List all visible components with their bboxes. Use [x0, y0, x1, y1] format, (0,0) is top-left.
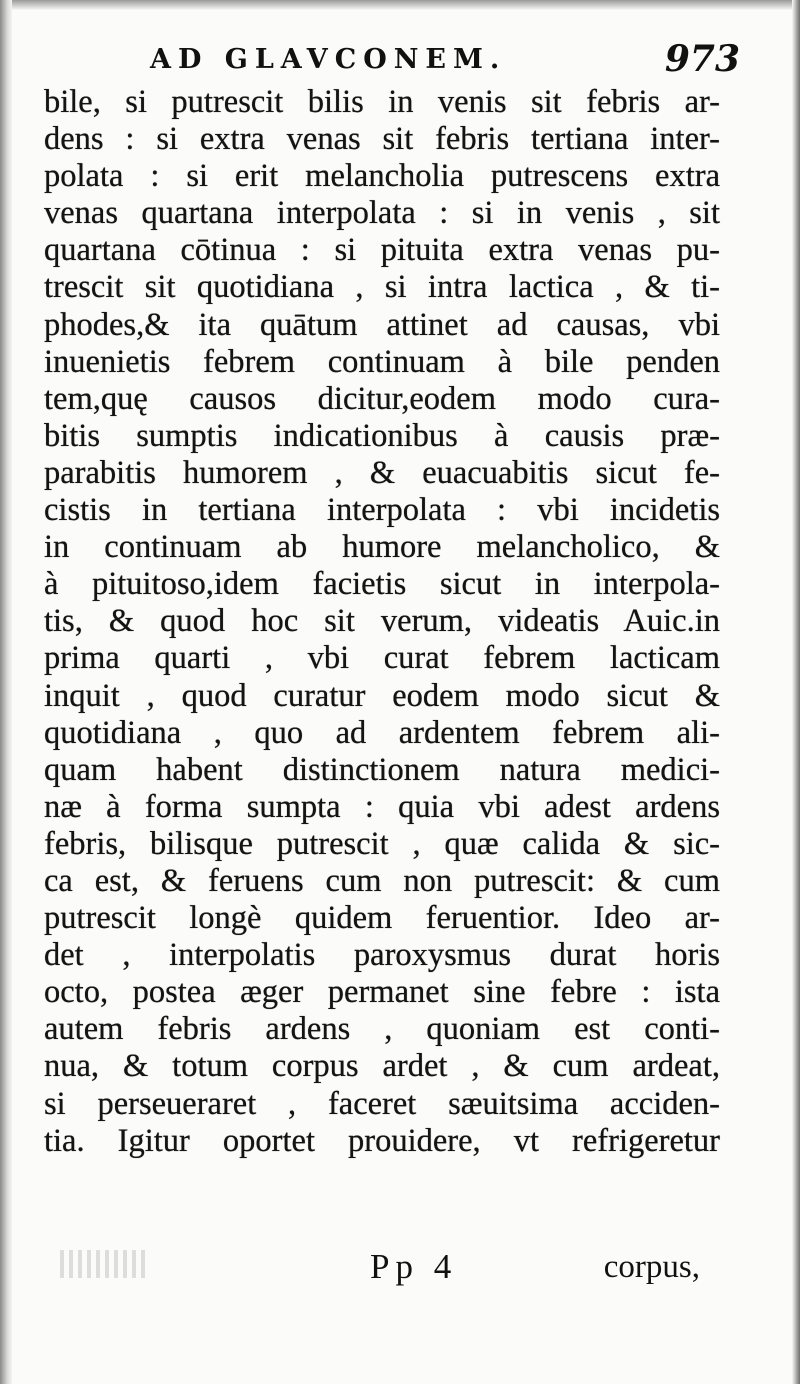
- page-footer: [370, 1245, 700, 1295]
- text-line: tem,quę causos dicitur,eodem modo cura-: [44, 380, 720, 417]
- text-line: à pituitoso,idem facietis sicut in interpola-: [44, 566, 720, 603]
- text-line: octo, postea æger permanet sine febre : ista: [44, 974, 720, 1011]
- text-line: phodes,& ita quātum attinet ad causas, vbi: [44, 306, 720, 343]
- text-line: inquit , quod curatur eodem modo sicut &: [44, 677, 720, 714]
- text-line: inuenietis febrem continuam à bile penden: [44, 343, 720, 380]
- text-line: quartana cōtinua : si pituita extra venas pu-: [44, 232, 720, 269]
- text-line: in continuam ab humore melancholico, &: [44, 529, 720, 566]
- text-line: nua, & totum corpus ardet , & cum ardeat,: [44, 1048, 720, 1085]
- page-number: 973: [664, 38, 740, 80]
- show-through-bleed: [60, 1250, 150, 1278]
- text-line: ca est, & feruens cum non putrescit: & cum: [44, 862, 720, 899]
- text-line: autem febris ardens , quoniam est conti-: [44, 1011, 720, 1048]
- signature-mark: Pp 4: [370, 1247, 458, 1286]
- text-line: polata : si erit melancholia putrescens extra: [44, 158, 720, 195]
- text-line: næ à forma sumpta : quia vbi adest ardens: [44, 788, 720, 825]
- text-line: tia. Igitur oportet prouidere, vt refrigeretur: [44, 1122, 720, 1159]
- text-line: cistis in tertiana interpolata : vbi incidetis: [44, 492, 720, 529]
- scan-edge-right: [792, 0, 800, 1384]
- text-line: dens : si extra venas sit febris tertiana inter-: [44, 121, 720, 158]
- text-line: tis, & quod hoc sit verum, videatis Auic.in: [44, 603, 720, 640]
- text-line: prima quarti , vbi curat febrem lacticam: [44, 640, 720, 677]
- running-title: AD GLAVCONEM.: [150, 44, 507, 75]
- running-head: [150, 38, 740, 88]
- text-line: bitis sumptis indicationibus à causis præ-: [44, 417, 720, 454]
- text-line: si perseueraret , faceret sæuitsima acciden-: [44, 1085, 720, 1122]
- catchword: corpus,: [603, 1249, 700, 1285]
- text-line: quotidiana , quo ad ardentem febrem ali-: [44, 714, 720, 751]
- scan-edge-left: [0, 0, 12, 1384]
- text-line: quam habent distinctionem natura medici-: [44, 751, 720, 788]
- text-line: putrescit longè quidem feruentior. Ideo ar-: [44, 900, 720, 937]
- body-text: [44, 84, 720, 1160]
- text-line: trescit sit quotidiana , si intra lactica , & ti-: [44, 269, 720, 306]
- text-line: venas quartana interpolata : si in venis , sit: [44, 195, 720, 232]
- scan-edge-top: [0, 0, 800, 10]
- text-line: det , interpolatis paroxysmus durat horis: [44, 937, 720, 974]
- text-line: febris, bilisque putrescit , quæ calida & sic-: [44, 825, 720, 862]
- text-line: bile, si putrescit bilis in venis sit febris ar-: [44, 84, 720, 120]
- text-line: parabitis humorem , & euacuabitis sicut fe-: [44, 454, 720, 491]
